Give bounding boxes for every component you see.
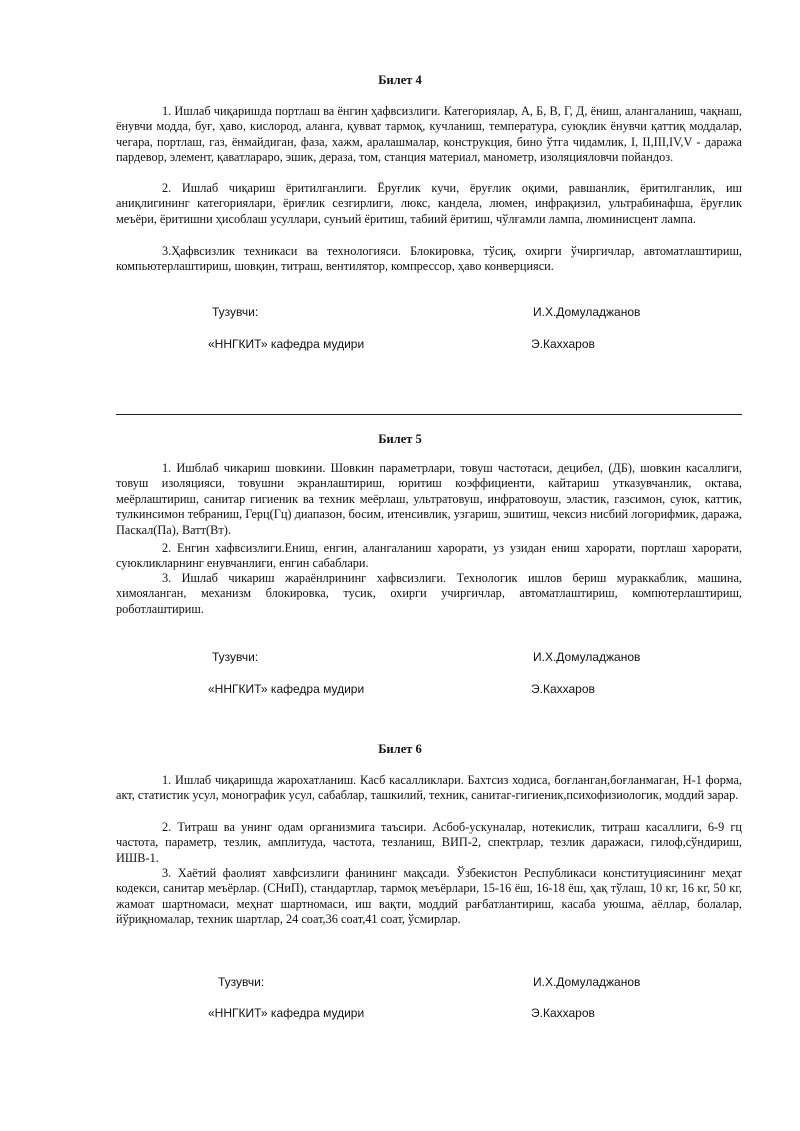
ticket-item: 1. Ишлаб чиқаришда жарохатланиш. Касб касалликлари. Бахтсиз ходиса, боғланган,боғланмаган, Н-1 форма, акт, статистик усул, монографик усул, сабаблар, ташкилий, техник, санитаг-гигиеник,психофизиологик, моддий зарар.: [116, 773, 742, 803]
ticket-item: 1. Ишлаб чиқаришда портлаш ва ёнгин ҳафвсизлиги. Категориялар, А, Б, В, Г, Д, ёниш, алангаланиш, чақнаш, ёнувчи модда, буғ, ҳаво, кислород, аланга, қувват тармоқ, кучланиш, температура, суюқлик ёнувчи қаттиқ моддалар, чегара, портлаш, газ, ёнмайдиган, фаза, хажм, аралашмалар, конструкция, бино ўтга чидамлик, I, II,III,IV,V - даража пардевор, элемент, қаватлараро, эшик, дераза, том, станция материал, манометр, изоляцияловчи пойандоз.: [116, 104, 742, 165]
ticket-title: Билет 5: [378, 432, 422, 446]
compiler-name: И.Х.Домуладжанов: [533, 975, 641, 989]
ticket-title: Билет 6: [378, 742, 422, 756]
department-head-name: Э.Каххаров: [531, 1006, 595, 1020]
ticket-item: 1. Ишблаб чикариш шовкини. Шовкин параметрлари, товуш частотаси, децибел, (ДБ), шовкин касаллиги, товуш изоляцияси, товушни экранлаштириш, юритиш коэффициенти, кайтариш утказувчанлик, октава, меёрлаштириш, санитар гигиеник ва техник меёрлаш, ультратовуш, инфратовоуш, эластик, газсимон, суюк, каттик, тулкинсимон тебраниш, Герц(Гц) диапазон, босим, итенсивлик, узгариш, эшитиш, чексиз нисбий логорифмик, даража, Паскал(Па), Ватт(Вт).: [116, 461, 742, 537]
compiler-label: Тузувчи:: [212, 650, 259, 664]
ticket-item: 3. Ишлаб чикариш жараёнлрининг хафвсизлиги. Технологик ишлов бериш мураккаблик, машина, химояланган, механизм блокировка, тусик, охирги учиргичлар, автоматлаштириш, компютерлаштириш, роботлаштириш.: [116, 571, 742, 616]
ticket-item: 2. Титраш ва унинг одам организмига таъсири. Асбоб-ускуналар, нотекислик, титраш касаллиги, 6-9 гц частота, параметр, тезлик, амплитуда, частота, тезланиш, ВИП-2, спектрлар, тезлик даражаси, гилоф,сўндириш, ИШВ-1.: [116, 820, 742, 865]
compiler-label: Тузувчи:: [212, 305, 259, 319]
ticket-item: 3. Хаётий фаолият хавфсизлиги фанининг мақсади. Ўзбекистон Республикаси конституциясининг меҳат кодекси, санитар меъёрлар. (СНиП), стандартлар, тармоқ меъёрлари, 15-16 ёш, 16-18 ёш, ҳақ тўлаш, 10 кг, 16 кг, 50 кг, жамоат шартномаси, меҳнат шартномаси, иш вақти, моддий рағбатлантириш, касаба уюшма, аёллар, болалар, йўриқномалар, техник шартлар, 24 соат,36 соат,41 соат, ўсмирлар.: [116, 866, 742, 927]
department-head-name: Э.Каххаров: [531, 682, 595, 696]
ticket-title: Билет 4: [378, 73, 422, 87]
department-head-label: «ННГКИТ» кафедра мудири: [208, 1006, 365, 1020]
ticket-item: 3.Ҳафвсизлик техникаси ва технологияси. Блокировка, тўсиқ, охирги ўчиргичлар, автоматлаштириш, компьютерлаштириш, шовқин, титраш, вентилятор, компрессор, ҳаво конверцияси.: [116, 244, 742, 274]
compiler-name: И.Х.Домуладжанов: [533, 650, 641, 664]
compiler-label: Тузувчи:: [218, 975, 265, 989]
ticket-item: 2. Ишлаб чиқариш ёритилганлиги. Ёруғлик кучи, ёруғлик оқими, равшанлик, ёритилганлик, иш аниқлигининг категориялари, ёриғлик сезгирлиги, люкс, кандела, люмен, инфрақизил, ультрабинафша, ёруғлик меъёри, ёритишни ҳисоблаш усуллари, сунъий ёритиш, табиий ёритиш, чўлғамли лампа, люминисцент лампа.: [116, 181, 742, 226]
department-head-name: Э.Каххаров: [531, 337, 595, 351]
ticket-item: 2. Енгин хафвсизлиги.Ениш, енгин, алангаланиш харорати, уз узидан ениш харорати, портлаш харорати, суюкликларнинг енувчанлиги, енгин сабаблари.: [116, 541, 742, 571]
department-head-label: «ННГКИТ» кафедра мудири: [208, 337, 365, 351]
compiler-name: И.Х.Домуладжанов: [533, 305, 641, 319]
ticket-divider: [116, 414, 742, 415]
department-head-label: «ННГКИТ» кафедра мудири: [208, 682, 365, 696]
